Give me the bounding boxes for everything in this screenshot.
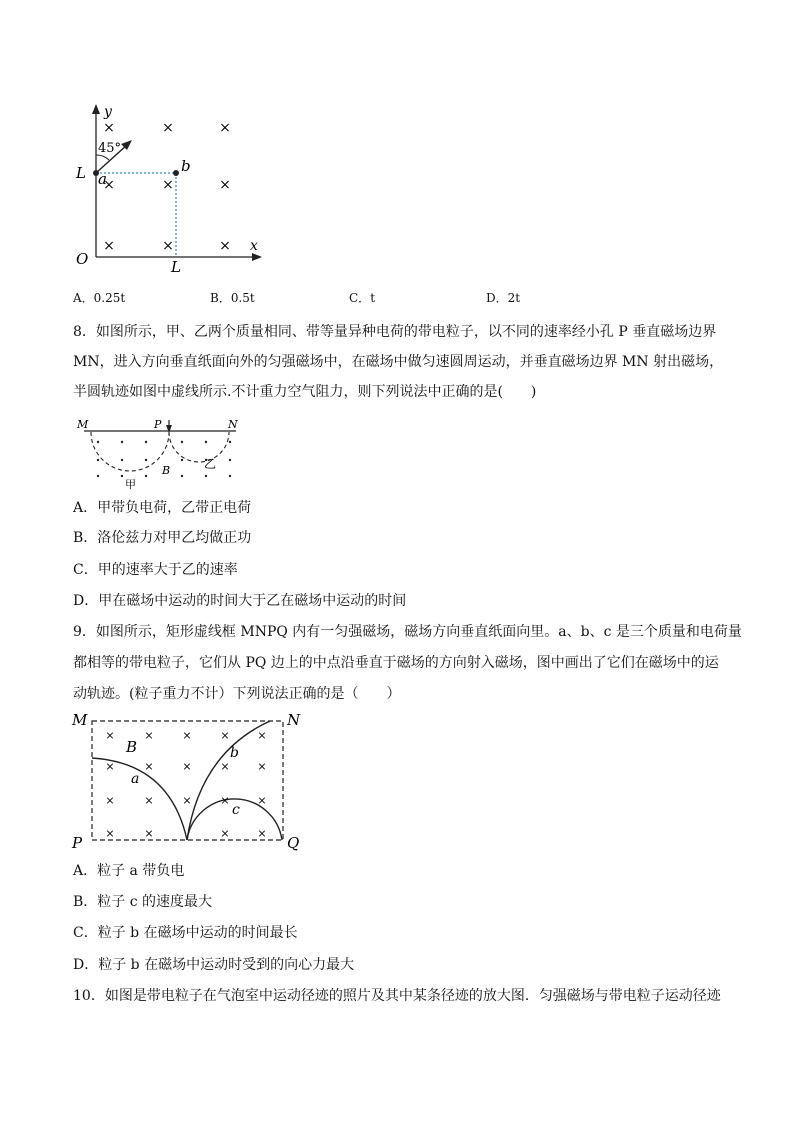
y-axis-label: y xyxy=(104,104,112,120)
q8-stem-line3: 半圆轨迹如图中虚线所示.不计重力空气阻力，则下列说法中正确的是( ) xyxy=(73,384,537,400)
q8-option-b[interactable]: B．洛伦兹力对甲乙均做正功 xyxy=(73,530,252,546)
field-cross: × xyxy=(220,760,230,773)
field-cross: × xyxy=(220,794,230,807)
field-cross: × xyxy=(257,827,267,840)
label-N: N xyxy=(287,711,301,729)
field-cross: × xyxy=(162,238,174,254)
q9-option-b[interactable]: B．粒子 c 的速度最大 xyxy=(73,894,213,910)
label-yi: 乙 xyxy=(204,457,217,471)
label-N: N xyxy=(228,418,238,431)
origin-label: O xyxy=(76,250,89,268)
field-cross: × xyxy=(257,794,267,807)
field-cross: × xyxy=(144,794,154,807)
q8-option-a[interactable]: A．甲带负电荷，乙带正电荷 xyxy=(73,500,252,516)
q10-stem-line1: 10．如图是带电粒子在气泡室中运动径迹的照片及其中某条径迹的放大图．匀强磁场与带电粒子运动径迹 xyxy=(73,988,721,1004)
field-cross: × xyxy=(257,760,267,773)
field-cross: × xyxy=(182,794,192,807)
q7-option-b[interactable] xyxy=(210,290,255,306)
q8-stem-line2: MN，进入方向垂直纸面向外的匀强磁场中，在磁场中做匀速圆周运动，并垂直磁场边界 MN 射出磁场， xyxy=(73,354,724,370)
label-P: P xyxy=(72,834,83,852)
q9-option-a[interactable]: A．粒子 a 带负电 xyxy=(73,863,185,879)
x-axis-label: x xyxy=(250,238,258,254)
field-cross: × xyxy=(220,729,230,742)
option-value: 2t xyxy=(507,291,521,305)
q9-stem-line2: 都相等的带电粒子，它们从 PQ 边上的中点沿垂直于磁场的方向射入磁场，图中画出了它们在磁场中的运 xyxy=(73,655,719,671)
field-cross: × xyxy=(182,760,192,773)
q8-stem-line1: 8．如图所示，甲、乙两个质量相同、带等量异种电荷的带电粒子，以不同的速率经小孔 P 垂直磁场边界 xyxy=(73,324,717,340)
field-cross: × xyxy=(105,827,115,840)
angle-label: 45° xyxy=(98,141,122,156)
field-cross: × xyxy=(103,120,115,136)
field-cross: × xyxy=(162,120,174,136)
field-cross: × xyxy=(105,729,115,742)
label-jia: 甲 xyxy=(125,478,136,491)
field-cross: × xyxy=(103,238,115,254)
option-value: 0.5t xyxy=(230,291,255,305)
field-cross: × xyxy=(144,760,154,773)
field-cross: × xyxy=(144,729,154,742)
label-B: B xyxy=(162,464,171,477)
label-Q: Q xyxy=(287,834,300,852)
field-cross: × xyxy=(220,827,230,840)
q7-option-a[interactable] xyxy=(73,290,125,306)
field-cross: × xyxy=(162,177,174,193)
figure-q8 xyxy=(70,414,250,490)
option-letter: A． xyxy=(73,291,94,305)
q9-stem-line1: 9．如图所示，矩形虚线框 MNPQ 内有一匀强磁场，磁场方向垂直纸面向里。a、b、c 是三个质量和电荷量 xyxy=(73,624,742,640)
label-c: c xyxy=(232,802,240,818)
field-cross: × xyxy=(144,827,154,840)
field-cross: × xyxy=(257,729,267,742)
field-cross: × xyxy=(219,177,231,193)
figure-q7 xyxy=(70,100,270,280)
point-a-label: a xyxy=(98,170,107,188)
label-b: b xyxy=(230,745,239,761)
q9-stem-line3: 动轨迹。(粒子重力不计）下列说法正确的是（ ） xyxy=(73,686,401,702)
field-cross: × xyxy=(105,760,115,773)
label-B: B xyxy=(126,738,138,756)
y-L-label: L xyxy=(76,164,86,182)
field-cross: × xyxy=(219,120,231,136)
label-P: P xyxy=(154,418,162,431)
label-M: M xyxy=(72,711,88,729)
field-cross: × xyxy=(182,729,192,742)
option-value: 0.25t xyxy=(93,291,126,305)
option-value: t xyxy=(370,291,376,305)
q9-option-c[interactable]: C．粒子 b 在磁场中运动的时间最长 xyxy=(73,925,298,941)
q9-option-d[interactable]: D．粒子 b 在磁场中运动时受到的向心力最大 xyxy=(73,957,355,973)
figure-q9 xyxy=(70,708,310,856)
field-cross: × xyxy=(219,238,231,254)
field-cross: × xyxy=(103,177,115,193)
q8-option-d[interactable]: D．甲在磁场中运动的时间大于乙在磁场中运动的时间 xyxy=(73,593,407,609)
option-letter: B． xyxy=(210,291,231,305)
option-letter: D． xyxy=(486,291,508,305)
label-a: a xyxy=(131,771,140,787)
point-b-label: b xyxy=(181,157,191,175)
x-L-label: L xyxy=(171,258,181,276)
option-letter: C． xyxy=(349,291,371,305)
field-cross: × xyxy=(105,794,115,807)
q7-option-c[interactable] xyxy=(349,290,375,306)
q7-option-d[interactable] xyxy=(486,290,520,306)
label-M: M xyxy=(77,418,89,431)
q8-option-c[interactable]: C．甲的速率大于乙的速率 xyxy=(73,562,238,578)
